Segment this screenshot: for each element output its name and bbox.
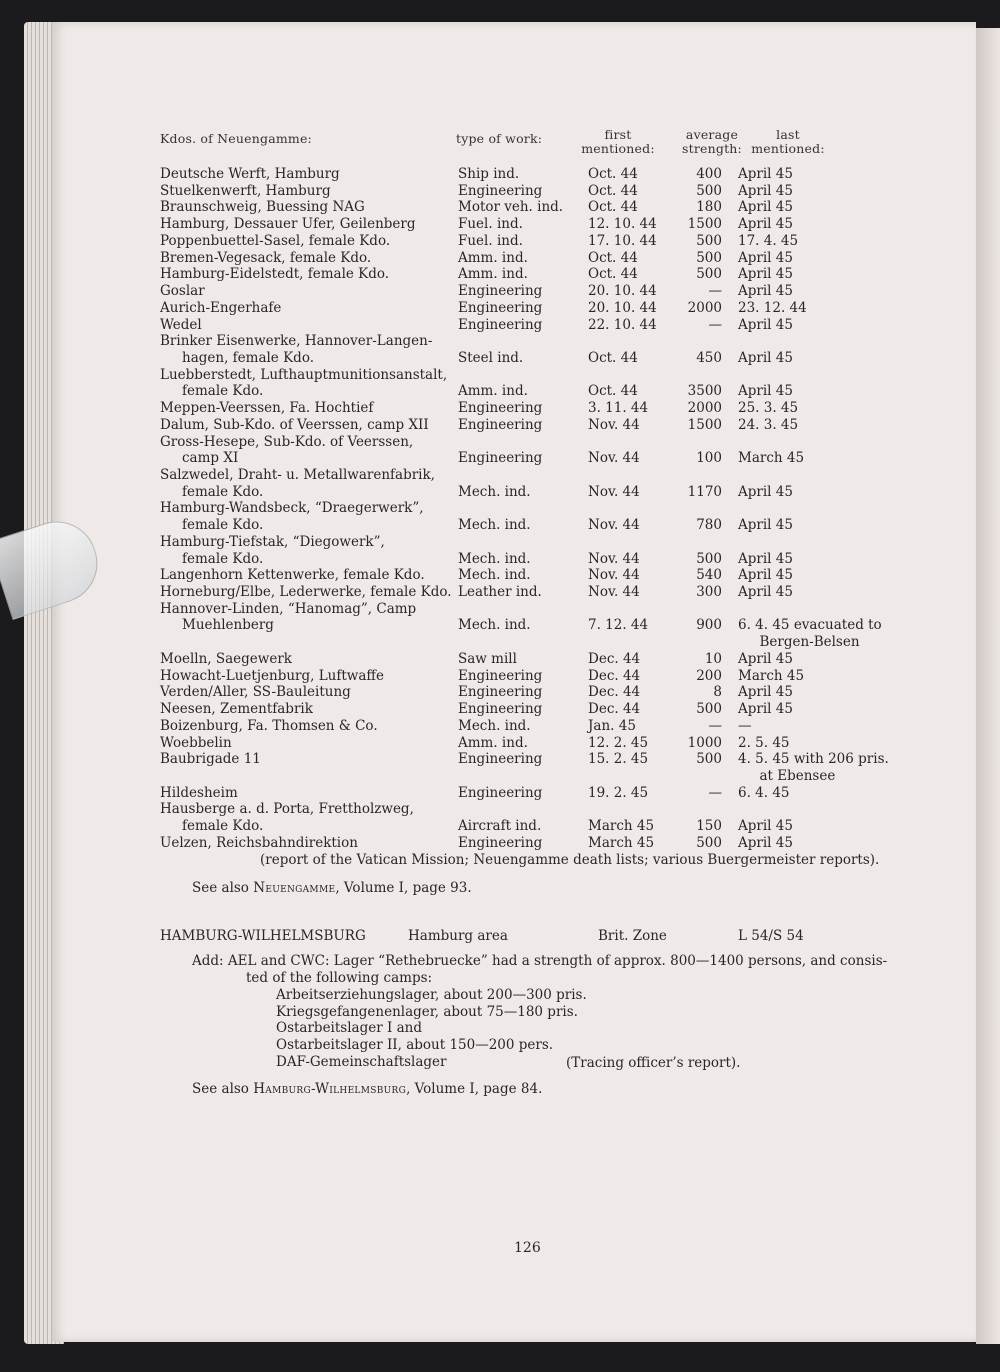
- cell-last: 2. 5. 45: [738, 734, 790, 751]
- header-average-line1: average: [685, 127, 739, 142]
- table-row: [52, 166, 976, 183]
- header-first-line1: first: [604, 127, 632, 142]
- table-row: [52, 801, 976, 818]
- cell-first: 3. 11. 44: [588, 400, 649, 417]
- cell-name: Hamburg, Dessauer Ufer, Geilenberg: [160, 216, 416, 233]
- table-row: [52, 233, 976, 250]
- cell-type: Engineering: [458, 299, 543, 316]
- section-zone: Brit. Zone: [598, 928, 667, 944]
- cell-name: Poppenbuettel-Sasel, female Kdo.: [160, 232, 391, 249]
- cell-last: April 45: [738, 182, 793, 199]
- cell-first: 15. 2. 45: [588, 751, 649, 768]
- cell-strength: 450: [696, 349, 722, 366]
- cell-strength: —: [708, 717, 722, 734]
- cell-type: Engineering: [458, 316, 543, 333]
- cell-name: female Kdo.: [182, 383, 264, 400]
- cell-last: April 45: [738, 584, 793, 600]
- cell-strength: —: [708, 316, 722, 333]
- cell-type: Engineering: [458, 667, 543, 684]
- table-row: [52, 434, 976, 451]
- cell-first: Dec. 44: [588, 650, 641, 667]
- cell-first: Oct. 44: [588, 166, 638, 182]
- cell-strength: 150: [696, 818, 722, 835]
- header-last-line1: last: [776, 127, 800, 142]
- cell-name: Howacht-Luetjenburg, Luftwaffe: [160, 667, 384, 684]
- cell-name: hagen, female Kdo.: [182, 349, 314, 366]
- cell-strength: 500: [696, 751, 722, 768]
- cell-name: female Kdo.: [182, 483, 264, 500]
- cell-strength: 540: [696, 567, 722, 584]
- table-row: [52, 183, 976, 200]
- cell-last: April 45: [738, 316, 793, 333]
- cell-first: Nov. 44: [588, 584, 640, 600]
- cell-strength: 10: [704, 650, 722, 667]
- cell-first: Nov. 44: [588, 483, 640, 500]
- table-row: [52, 199, 976, 216]
- cell-strength: 500: [696, 701, 722, 717]
- cell-type: Leather ind.: [458, 584, 542, 600]
- camp-item: Ostarbeitslager I and: [276, 1020, 422, 1036]
- cell-strength: 500: [696, 550, 722, 567]
- cell-type: Amm. ind.: [458, 734, 528, 751]
- cell-first: 7. 12. 44: [588, 617, 649, 634]
- header-first-line2: mentioned:: [581, 141, 655, 156]
- cell-name: Wedel: [160, 316, 202, 333]
- cell-type: Mech. ind.: [458, 550, 531, 567]
- cell-name: Bremen-Vegesack, female Kdo.: [160, 249, 372, 266]
- header-last-line2: mentioned:: [751, 141, 825, 156]
- cell-strength: 180: [696, 199, 722, 216]
- cell-name: Salzwedel, Draht- u. Metallwarenfabrik,: [160, 467, 435, 483]
- cell-name: Hannover-Linden, “Hanomag”, Camp: [160, 600, 417, 617]
- section-grid: L 54/S 54: [738, 928, 804, 944]
- table-row: [52, 818, 976, 835]
- cell-first: 17. 10. 44: [588, 232, 657, 249]
- cell-name: female Kdo.: [182, 550, 264, 567]
- cell-last: April 45: [738, 701, 793, 717]
- cell-name: Aurich-Engerhafe: [160, 299, 282, 316]
- cell-last: at Ebensee: [738, 767, 836, 784]
- cell-type: Mech. ind.: [458, 717, 531, 734]
- cell-last: April 45: [738, 650, 793, 667]
- cell-last: April 45: [738, 483, 793, 500]
- cell-first: 22. 10. 44: [588, 316, 657, 333]
- header-average-line2: strength:: [682, 141, 742, 156]
- table-row: [52, 467, 976, 484]
- table-row: [52, 567, 976, 584]
- cell-type: Engineering: [458, 416, 543, 433]
- cell-strength: 500: [696, 182, 722, 199]
- table-row: [52, 718, 976, 735]
- table-row: [52, 317, 976, 334]
- cell-strength: 300: [696, 584, 722, 600]
- cell-type: Engineering: [458, 450, 543, 467]
- table-row: [52, 417, 976, 434]
- table-row: [52, 617, 976, 634]
- cell-name: Langenhorn Kettenwerke, female Kdo.: [160, 567, 425, 584]
- cell-first: Nov. 44: [588, 567, 640, 584]
- cell-last: 24. 3. 45: [738, 416, 799, 433]
- cell-strength: 500: [696, 266, 722, 283]
- cell-name: Goslar: [160, 283, 205, 299]
- table-row: [52, 668, 976, 685]
- cell-name: Horneburg/Elbe, Lederwerke, female Kdo.: [160, 584, 452, 600]
- cell-strength: 8: [713, 684, 722, 701]
- table-row: [52, 484, 976, 501]
- table-row: [52, 383, 976, 400]
- cell-last: April 45: [738, 818, 793, 835]
- cell-type: Steel ind.: [458, 349, 524, 366]
- cell-name: Luebberstedt, Lufthauptmunitionsanstalt,: [160, 366, 448, 383]
- cell-strength: 3500: [687, 383, 722, 400]
- cell-name: Brinker Eisenwerke, Hannover-Langen-: [160, 333, 433, 350]
- cell-last: April 45: [738, 567, 793, 584]
- cell-type: Fuel. ind.: [458, 232, 523, 249]
- cell-last: 4. 5. 45 with 206 pris.: [738, 751, 889, 768]
- cell-name: female Kdo.: [182, 517, 264, 534]
- table-row: [52, 735, 976, 752]
- cell-name: Boizenburg, Fa. Thomsen & Co.: [160, 717, 378, 734]
- cell-name: Baubrigade 11: [160, 751, 261, 768]
- cell-name: Meppen-Veerssen, Fa. Hochtief: [160, 400, 374, 417]
- header-last: [750, 128, 826, 156]
- table-row: [52, 751, 976, 768]
- cell-name: camp XI: [182, 450, 239, 467]
- cell-type: Engineering: [458, 751, 543, 768]
- cell-name: Verden/Aller, SS-Bauleitung: [160, 684, 351, 701]
- page-number: 126: [514, 1240, 541, 1256]
- see-also-ref: Hamburg-Wilhelmsburg: [253, 1081, 407, 1097]
- cell-type: Engineering: [458, 400, 543, 417]
- cell-first: Nov. 44: [588, 416, 640, 433]
- see-also-wilhelmsburg: [192, 1081, 542, 1098]
- cell-strength: —: [708, 784, 722, 801]
- cell-last: 6. 4. 45: [738, 784, 790, 801]
- table-row: [52, 634, 976, 651]
- cell-last: April 45: [738, 383, 793, 400]
- cell-strength: 400: [696, 166, 722, 182]
- camp-item: Kriegsgefangenenlager, about 75—180 pris.: [276, 1004, 578, 1020]
- header-first: [572, 128, 664, 156]
- cell-first: Jan. 45: [588, 717, 636, 734]
- cell-type: Fuel. ind.: [458, 216, 523, 233]
- see-also-suffix: , Volume I, page 84.: [406, 1081, 543, 1097]
- cell-first: Oct. 44: [588, 349, 638, 366]
- cell-strength: 500: [696, 834, 722, 851]
- table-row: [52, 584, 976, 601]
- cell-last: 17. 4. 45: [738, 232, 799, 249]
- table-row: [52, 551, 976, 568]
- cell-first: Oct. 44: [588, 383, 638, 400]
- cell-last: March 45: [738, 450, 805, 467]
- table-row: [52, 350, 976, 367]
- camp-item: Arbeitserziehungslager, about 200—300 pris.: [276, 987, 587, 1003]
- see-also-prefix: See also: [192, 1081, 254, 1097]
- cell-first: March 45: [588, 818, 655, 835]
- cell-type: Amm. ind.: [458, 383, 528, 400]
- cell-first: Nov. 44: [588, 450, 640, 467]
- cell-strength: 1500: [687, 416, 722, 433]
- cell-name: Hildesheim: [160, 784, 238, 801]
- cell-type: Mech. ind.: [458, 567, 531, 584]
- header-average: [674, 128, 750, 156]
- cell-strength: 2000: [687, 400, 722, 417]
- cell-strength: 500: [696, 232, 722, 249]
- cell-strength: 500: [696, 249, 722, 266]
- section-name: HAMBURG-WILHELMSBURG: [160, 928, 366, 944]
- see-also-prefix: See also: [192, 880, 254, 896]
- cell-last: April 45: [738, 266, 793, 283]
- see-also-ref: Neuengamme: [253, 880, 336, 896]
- cell-last: 25. 3. 45: [738, 400, 799, 417]
- add-text-line2: ted of the following camps:: [246, 970, 433, 986]
- header-kdos: Kdos. of Neuengamme:: [160, 131, 312, 146]
- cell-type: Amm. ind.: [458, 266, 528, 283]
- cell-strength: 1000: [687, 734, 722, 751]
- cell-first: Oct. 44: [588, 249, 638, 266]
- cell-strength: 2000: [687, 299, 722, 316]
- cell-type: Engineering: [458, 283, 543, 299]
- cell-type: Motor veh. ind.: [458, 199, 564, 216]
- cell-last: March 45: [738, 667, 805, 684]
- cell-name: Neesen, Zementfabrik: [160, 701, 313, 717]
- cell-name: Dalum, Sub-Kdo. of Veerssen, camp XII: [160, 416, 429, 433]
- cell-name: Woebbelin: [160, 734, 232, 751]
- source-note: (report of the Vatican Mission; Neuengamme death lists; various Buergermeister reports).: [260, 852, 880, 868]
- cell-last: —: [738, 717, 752, 734]
- add-text-line1: Add: AEL and CWC: Lager “Rethebruecke” had a strength of approx. 800—1400 persons, and consis-: [192, 953, 888, 969]
- table-row: [52, 250, 976, 267]
- book-page: [52, 22, 976, 1342]
- cell-strength: 1170: [687, 483, 722, 500]
- cell-last: April 45: [738, 249, 793, 266]
- cell-last: 23. 12. 44: [738, 299, 807, 316]
- table-row: [52, 517, 976, 534]
- cell-first: Oct. 44: [588, 182, 638, 199]
- see-also-neuengamme: [192, 880, 472, 897]
- table-row: [52, 216, 976, 233]
- cell-name: Hausberge a. d. Porta, Frettholzweg,: [160, 801, 414, 818]
- facing-page-edge: [976, 28, 1000, 1344]
- tracing-note: (Tracing officer’s report).: [566, 1055, 741, 1071]
- cell-strength: 100: [696, 450, 722, 467]
- cell-last: 6. 4. 45 evacuated to: [738, 617, 882, 634]
- cell-name: Moelln, Saegewerk: [160, 650, 292, 667]
- table-row: [52, 400, 976, 417]
- cell-strength: 1500: [687, 216, 722, 233]
- cell-last: April 45: [738, 550, 793, 567]
- cell-first: 12. 10. 44: [588, 216, 657, 233]
- cell-last: April 45: [738, 216, 793, 233]
- header-type: type of work:: [456, 131, 543, 146]
- cell-strength: —: [708, 283, 722, 299]
- see-also-suffix: , Volume I, page 93.: [335, 880, 472, 896]
- section-area: Hamburg area: [408, 928, 508, 944]
- cell-type: Mech. ind.: [458, 617, 531, 634]
- cell-first: Dec. 44: [588, 667, 641, 684]
- cell-name: female Kdo.: [182, 818, 264, 835]
- table-row: [52, 651, 976, 668]
- cell-type: Aircraft ind.: [458, 818, 542, 835]
- cell-type: Engineering: [458, 834, 543, 851]
- cell-name: Uelzen, Reichsbahndirektion: [160, 834, 358, 851]
- cell-name: Muehlenberg: [182, 617, 274, 634]
- table-row: [52, 500, 976, 517]
- cell-last: April 45: [738, 684, 793, 701]
- cell-first: Nov. 44: [588, 517, 640, 534]
- cell-name: Hamburg-Wandsbeck, “Draegerwerk”,: [160, 500, 424, 517]
- cell-first: Nov. 44: [588, 550, 640, 567]
- camp-item: Ostarbeitslager II, about 150—200 pers.: [276, 1037, 554, 1053]
- cell-type: Engineering: [458, 684, 543, 701]
- table-row: [52, 300, 976, 317]
- cell-type: Saw mill: [458, 650, 517, 667]
- table-row: [52, 283, 976, 300]
- cell-last: Bergen-Belsen: [738, 634, 860, 651]
- cell-name: Gross-Hesepe, Sub-Kdo. of Veerssen,: [160, 433, 414, 450]
- cell-first: Oct. 44: [588, 199, 638, 216]
- cell-type: Ship ind.: [458, 166, 520, 182]
- camp-item: DAF-Gemeinschaftslager: [276, 1054, 447, 1070]
- cell-first: 12. 2. 45: [588, 734, 649, 751]
- cell-first: Dec. 44: [588, 684, 641, 701]
- table-row: [52, 266, 976, 283]
- table-row: [52, 367, 976, 384]
- cell-strength: 900: [696, 617, 722, 634]
- cell-last: April 45: [738, 834, 793, 851]
- cell-last: April 45: [738, 166, 793, 182]
- table-row: [52, 601, 976, 618]
- cell-last: April 45: [738, 349, 793, 366]
- cell-first: 20. 10. 44: [588, 283, 657, 299]
- table-row: [52, 333, 976, 350]
- table-row: [52, 768, 976, 785]
- table-row: [52, 684, 976, 701]
- cell-first: 19. 2. 45: [588, 784, 649, 801]
- cell-type: Engineering: [458, 701, 543, 717]
- cell-first: March 45: [588, 834, 655, 851]
- cell-name: Braunschweig, Buessing NAG: [160, 199, 365, 216]
- cell-last: April 45: [738, 517, 793, 534]
- cell-strength: 200: [696, 667, 722, 684]
- table-row: [52, 701, 976, 718]
- cell-type: Mech. ind.: [458, 483, 531, 500]
- cell-name: Hamburg-Tiefstak, “Diegowerk”,: [160, 533, 385, 550]
- cell-type: Engineering: [458, 784, 543, 801]
- cell-first: Dec. 44: [588, 701, 641, 717]
- table-row: [52, 534, 976, 551]
- cell-last: April 45: [738, 199, 793, 216]
- cell-last: April 45: [738, 283, 793, 299]
- cell-name: Hamburg-Eidelstedt, female Kdo.: [160, 266, 390, 283]
- cell-first: 20. 10. 44: [588, 299, 657, 316]
- cell-strength: 780: [696, 517, 722, 534]
- cell-type: Mech. ind.: [458, 517, 531, 534]
- table-row: [52, 450, 976, 467]
- cell-type: Amm. ind.: [458, 249, 528, 266]
- cell-name: Deutsche Werft, Hamburg: [160, 166, 340, 182]
- table-row: [52, 785, 976, 802]
- cell-type: Engineering: [458, 182, 543, 199]
- cell-name: Stuelkenwerft, Hamburg: [160, 182, 331, 199]
- table-row: [52, 835, 976, 852]
- cell-first: Oct. 44: [588, 266, 638, 283]
